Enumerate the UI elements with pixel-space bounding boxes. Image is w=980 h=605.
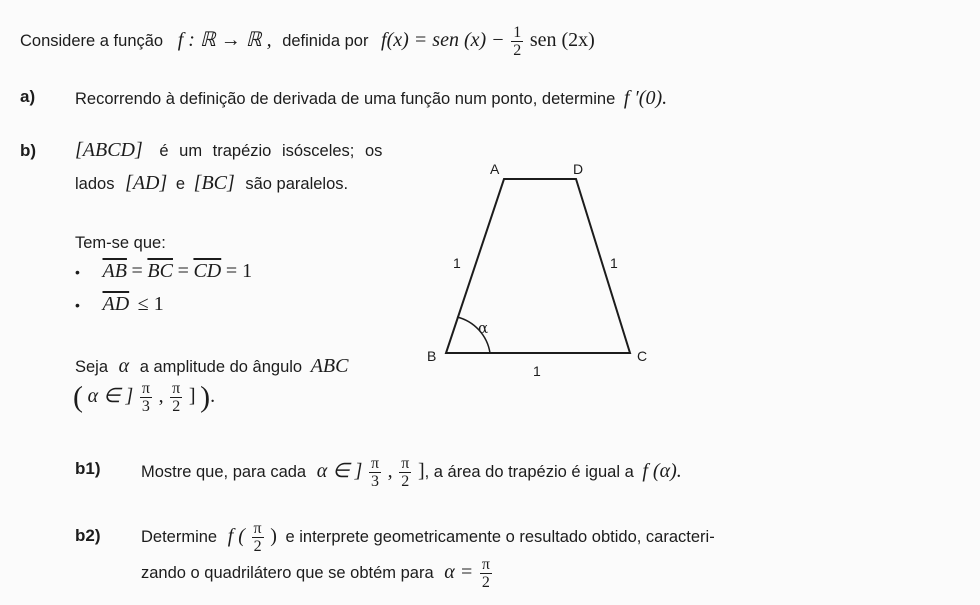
side-ab-label: 1 xyxy=(453,255,461,271)
side-cd-label: 1 xyxy=(610,255,618,271)
vertex-a: A xyxy=(490,161,500,177)
angle-label: α xyxy=(478,319,489,337)
function-signature: f : ℝ → ℝ , xyxy=(177,28,272,51)
function-expression: f(x) = sen (x) − xyxy=(381,28,505,51)
b2-label: b2) xyxy=(75,526,101,545)
seja-line: Seja α a amplitude do ângulo ABC xyxy=(75,355,349,377)
vertex-d: D xyxy=(573,161,584,177)
intro-defined: definida por xyxy=(282,31,369,50)
b1-label: b1) xyxy=(75,459,101,478)
intro-line xyxy=(20,24,595,59)
b2-text-line2: zando o quadrilátero que se obtém para α = $\frac{\pi}{2}$ xyxy=(141,556,490,591)
part-a-label: a) xyxy=(20,87,36,106)
b2-text-line1: Determine f ( $\frac{\pi}{2}$ ) e interprete geometricamente o resultado obtido, caracteri- xyxy=(141,520,715,555)
function-expression-tail: sen (2x) xyxy=(529,28,595,51)
trapezoid-figure xyxy=(415,155,675,395)
derivative-expr: f ′(0). xyxy=(623,87,668,109)
b1-text: Mostre que, para cada α ∈ ] $\frac{\pi}{3}$ , $\frac{\pi}{2}$ ], a área do trapézio é igual a f (α). xyxy=(141,455,682,490)
trapezoid-shape xyxy=(446,179,630,353)
alpha-domain: ( α ∈ ] $\frac{\pi}{3}$ , $\frac{\pi}{2}$ ] ). xyxy=(73,380,216,415)
part-b-line1: [ABCD] é um trapézio isósceles; os xyxy=(75,139,383,161)
part-b-line2: lados [AD] e [BC] são paralelos. xyxy=(75,172,349,194)
vertex-b: B xyxy=(427,348,437,364)
intro-text: Considere a função xyxy=(20,31,164,50)
part-b-label: b) xyxy=(20,141,37,160)
half-fraction: $\frac{1}{2}$ xyxy=(513,24,522,59)
vertex-c: C xyxy=(637,348,648,364)
tem-se-que: Tem-se que: xyxy=(75,234,166,252)
side-bc-label: 1 xyxy=(533,363,541,379)
condition-1: • $\overline{AB} = \overline{BC} = \overline{CD} = 1$ xyxy=(75,260,253,282)
condition-2: • $\overline{AD} \le 1$ xyxy=(75,293,164,315)
part-a-text: Recorrendo à definição de derivada de uma função num ponto, determine f ′(0). xyxy=(75,87,668,109)
